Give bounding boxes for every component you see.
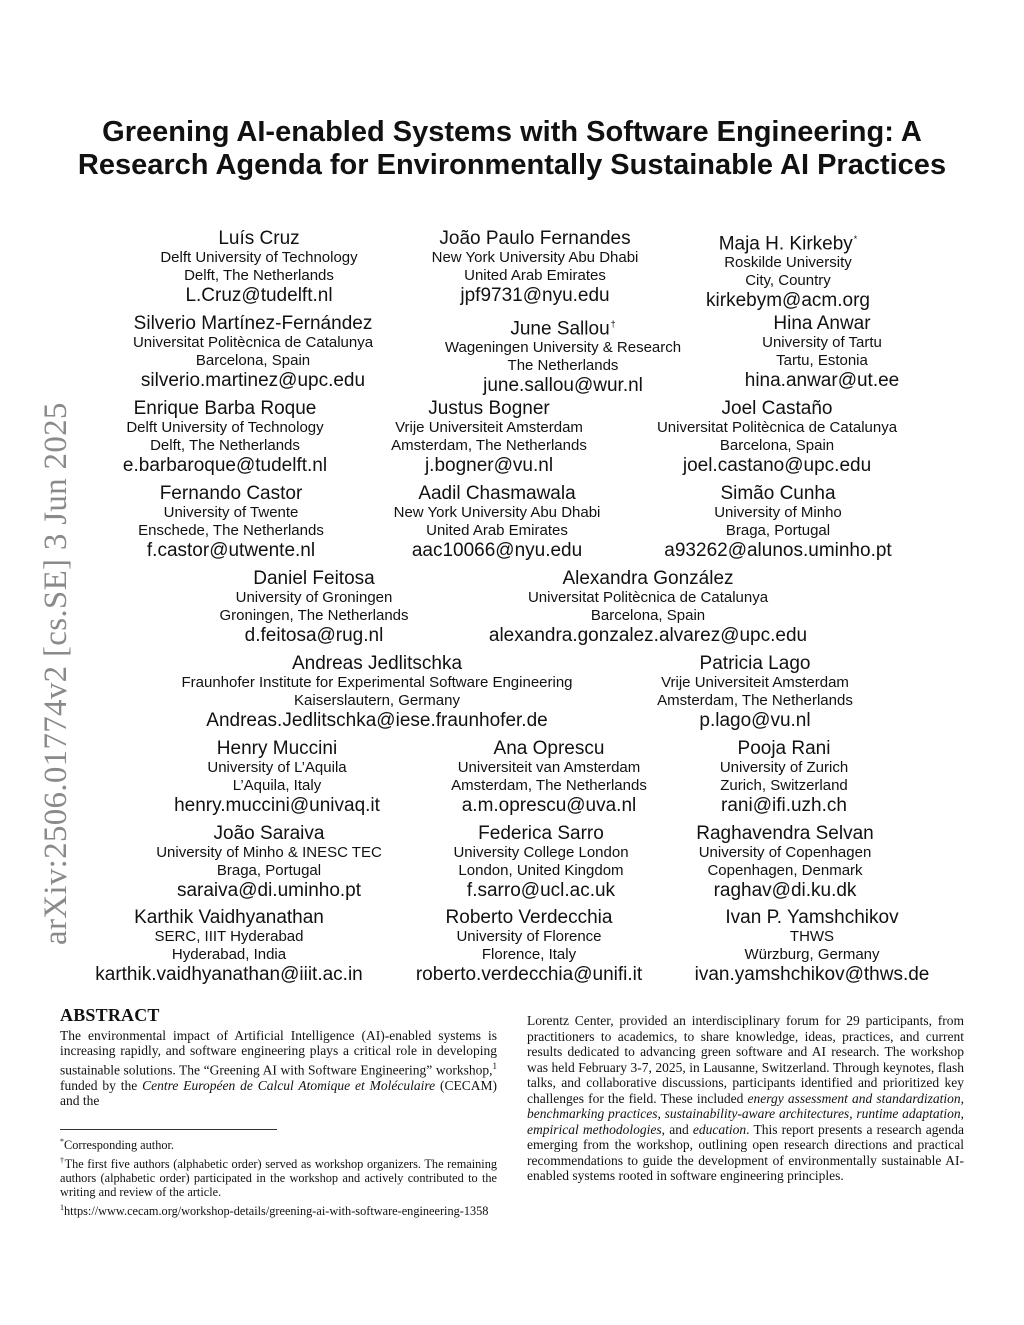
abstract-text: Lorentz Center, provided an interdisciplinary forum for 29 participants, from practitioners to academics, to share knowledge, ideas, practices, and current results dedicated to advancing green software and AI research. The workshop was held February 3-7, 2025, in Lausanne, Switzerland. Through keynotes, flash talks, and collaborative discussions, participants identified and prioritized key challenges for the field. These included: [527, 1013, 964, 1106]
author-affiliation: Enschede, The Netherlands: [138, 522, 324, 539]
author-name: [181, 654, 572, 674]
author-name-text: Raghavendra Selvan: [696, 823, 874, 844]
author-affiliation: Delft University of Technology: [126, 419, 324, 436]
author-affiliation: University of Minho: [714, 504, 842, 521]
abstract-right-column: [527, 1013, 964, 1184]
author-name: [451, 739, 647, 759]
author-name-text: Andreas Jedlitschka: [291, 653, 463, 674]
abstract-heading: ABSTRACT: [60, 1005, 160, 1025]
author-affiliation: Vrije Universiteit Amsterdam: [661, 674, 849, 691]
footnote-mark: 1: [60, 1203, 64, 1213]
footnote-text: The first five authors (alphabetic order) served as workshop organizers. The remaining authors (alphabetic order) participated in the workshop and actively contributed to the writing and review of the article.: [60, 1157, 498, 1200]
abstract-text-italic: Centre Européen de Calcul Atomique et Moléculaire: [142, 1077, 436, 1093]
author-block: [451, 739, 647, 816]
author-affiliation: Groningen, The Netherlands: [219, 607, 409, 624]
author-block: [696, 824, 873, 901]
author-affiliation: SERC, IIIT Hyderabad: [154, 928, 304, 945]
author-block: [445, 314, 681, 396]
author-block: [133, 314, 373, 391]
challenge-italic: benchmarking practices: [527, 1106, 658, 1121]
author-name: [657, 654, 853, 674]
author-affiliation: United Arab Emirates: [464, 267, 606, 284]
author-affiliation: Amsterdam, The Netherlands: [451, 777, 647, 794]
author-block: [95, 908, 362, 985]
author-affiliation: Delft, The Netherlands: [184, 267, 334, 284]
author-affiliation: Copenhagen, Denmark: [707, 862, 863, 879]
author-affiliation: Barcelona, Spain: [590, 607, 706, 624]
author-block: [657, 399, 897, 476]
author-affiliation: Universiteit van Amsterdam: [457, 759, 641, 776]
title-line-1: Greening AI-enabled Systems with Software Engineering: A: [102, 116, 922, 148]
author-affiliation: The Netherlands: [507, 357, 619, 375]
author-affiliation: New York University Abu Dhabi: [393, 504, 601, 521]
author-block: [181, 654, 572, 731]
author-email[interactable]: f.sarro@ucl.ac.uk: [466, 880, 616, 901]
author-block: [416, 908, 642, 985]
author-name: [133, 314, 373, 334]
separator: , and: [661, 1121, 693, 1137]
author-email[interactable]: f.castor@utwente.nl: [146, 540, 316, 561]
author-affiliation: Zurich, Switzerland: [720, 777, 848, 794]
author-name: [394, 484, 601, 504]
author-block: [745, 314, 900, 391]
author-name: [720, 739, 848, 759]
author-affiliation: University of Twente: [163, 504, 299, 521]
author-name: [664, 484, 891, 504]
author-name-text: Silverio Martínez-Fernández: [133, 313, 373, 334]
author-name-text: Simão Cunha: [720, 483, 836, 504]
author-email[interactable]: kirkebym@acm.org: [706, 290, 870, 312]
author-email[interactable]: saraiva@di.uminho.pt: [176, 880, 362, 901]
author-name-text: Roberto Verdecchia: [445, 907, 613, 928]
author-affiliation: Kaiserslautern, Germany: [294, 692, 460, 709]
author-block: [394, 484, 601, 561]
footnote-mark: *: [60, 1137, 64, 1146]
author-email[interactable]: Andreas.Jedlitschka@iese.fraunhofer.de: [206, 710, 548, 731]
author-email[interactable]: henry.muccini@univaq.it: [174, 795, 380, 816]
author-affiliation: Fraunhofer Institute for Experimental Software Engineering: [181, 674, 573, 691]
separator: ,: [657, 1106, 665, 1121]
author-block: [156, 824, 382, 901]
author-name: [416, 908, 642, 928]
challenge-italic: energy assessment and standardization: [747, 1090, 961, 1106]
author-affiliation: L’Aquila, Italy: [232, 777, 322, 794]
author-affiliation: City, Country: [745, 272, 831, 290]
author-email[interactable]: a.m.oprescu@uva.nl: [461, 795, 637, 816]
author-name-text: Luís Cruz: [218, 228, 300, 249]
footnote-rule: [60, 1129, 277, 1130]
author-affiliation: Delft University of Technology: [160, 249, 358, 266]
author-email[interactable]: d.feitosa@rug.nl: [244, 625, 384, 646]
author-name: [95, 908, 362, 928]
author-email[interactable]: raghav@di.ku.dk: [713, 880, 857, 901]
author-email[interactable]: hina.anwar@ut.ee: [744, 370, 900, 391]
author-block: [695, 908, 930, 985]
author-email[interactable]: joel.castano@upc.edu: [682, 455, 872, 476]
author-affiliation: Universitat Politècnica de Catalunya: [132, 334, 374, 351]
author-name-text: Maja H. Kirkeby: [718, 233, 853, 255]
author-block: [657, 654, 853, 731]
author-email[interactable]: a93262@alunos.uminho.pt: [664, 540, 892, 561]
author-name: [489, 569, 807, 589]
author-affiliation: Braga, Portugal: [725, 522, 831, 539]
author-name: [695, 908, 930, 928]
author-name-text: June Sallou: [510, 318, 610, 340]
author-name-text: Henry Muccini: [216, 738, 338, 759]
author-name: [160, 229, 357, 249]
author-affiliation: United Arab Emirates: [426, 522, 568, 539]
arxiv-stamp: arXiv:2506.01774v2 [cs.SE] 3 Jun 2025: [38, 402, 74, 945]
author-email[interactable]: alexandra.gonzalez.alvarez@upc.edu: [488, 625, 808, 646]
author-affiliation: Delft, The Netherlands: [150, 437, 300, 454]
author-name-text: Karthik Vaidhyanathan: [134, 907, 324, 928]
author-block: [391, 399, 587, 476]
author-name-text: Patricia Lago: [699, 653, 811, 674]
author-name-text: Fernando Castor: [159, 483, 303, 504]
author-name: [453, 824, 628, 844]
author-name-text: Daniel Feitosa: [253, 568, 375, 589]
footnotes: [60, 1135, 497, 1220]
author-affiliation: University of L’Aquila: [207, 759, 347, 776]
challenge-italic: runtime adaptation: [856, 1106, 961, 1121]
author-block: [138, 484, 324, 561]
footnote: [60, 1201, 497, 1218]
footnote: [60, 1135, 497, 1152]
author-name-text: Ana Oprescu: [493, 738, 605, 759]
author-affiliation: University of Groningen: [235, 589, 393, 606]
author-affiliation: Hyderabad, India: [171, 946, 287, 963]
author-affiliation: Barcelona, Spain: [719, 437, 835, 454]
author-name-text: Ivan P. Yamshchikov: [725, 907, 899, 928]
author-name-text: Enrique Barba Roque: [133, 398, 317, 419]
footnote-ref: 1: [492, 1060, 497, 1071]
author-email[interactable]: roberto.verdecchia@unifi.it: [415, 964, 643, 985]
author-block: [489, 569, 807, 646]
author-block: [664, 484, 891, 561]
author-name: [432, 229, 639, 249]
author-affiliation: University of Copenhagen: [698, 844, 872, 861]
footnote: [60, 1154, 497, 1199]
author-block: [123, 399, 327, 476]
author-affiliation: Universitat Politècnica de Catalunya: [527, 589, 769, 606]
challenge-italic: sustainability-aware architectures: [664, 1106, 850, 1121]
author-affiliation: University of Zurich: [719, 759, 849, 776]
abstract-left-column: [60, 1005, 498, 1109]
author-email[interactable]: L.Cruz@tudelft.nl: [185, 285, 333, 306]
footnote-link[interactable]: https://www.cecam.org/workshop-details/greening-ai-with-software-engineering-1358: [64, 1204, 489, 1219]
abstract-text: funded by the: [60, 1077, 143, 1093]
separator: ,: [960, 1090, 964, 1106]
author-block: [432, 229, 639, 306]
abstract-text: . This report presents a research agenda emerging from the workshop, outlining open research directions and practical recommendations to guide the development of environmentally sustainable AI-enabled systems rooted in software engineering principles.: [527, 1121, 964, 1183]
author-affiliation: Barcelona, Spain: [195, 352, 311, 369]
author-name: [174, 739, 380, 759]
abstract-paragraph: [60, 1028, 497, 1109]
author-affiliation: University of Florence: [456, 928, 602, 945]
author-block: [453, 824, 628, 901]
author-affiliation: Amsterdam, The Netherlands: [391, 437, 587, 454]
author-affiliation: Würzburg, Germany: [744, 946, 880, 963]
author-name: [696, 824, 873, 844]
author-affiliation: Universitat Politècnica de Catalunya: [656, 419, 898, 436]
author-name-text: Joel Castaño: [721, 398, 833, 419]
author-mark: †: [610, 319, 616, 329]
author-email[interactable]: silverio.martinez@upc.edu: [140, 370, 366, 391]
author-affiliation: Vrije Universiteit Amsterdam: [395, 419, 583, 436]
footnote-text: Corresponding author.: [64, 1138, 174, 1153]
challenge-italic: education: [692, 1121, 747, 1137]
author-email[interactable]: karthik.vaidhyanathan@iiit.ac.in: [95, 964, 363, 985]
author-affiliation: Roskilde University: [724, 254, 852, 272]
separator: ,: [849, 1106, 857, 1121]
author-name: [156, 824, 382, 844]
author-email[interactable]: june.sallou@wur.nl: [483, 375, 643, 397]
author-name-text: Aadil Chasmawala: [418, 483, 576, 504]
abstract-text: The environmental impact of Artificial Intelligence (AI)-enabled systems is increasing rapidly, and software engineering plays a critical role in developing sustainable solutions. The “Greening AI with Software Engineering” workshop,: [60, 1027, 497, 1077]
title-line-2: Research Agenda for Environmentally Sustainable AI Practices: [77, 149, 947, 181]
author-name: [123, 399, 327, 419]
author-name: [138, 484, 324, 504]
author-name-text: Pooja Rani: [737, 738, 831, 759]
author-name-text: Justus Bogner: [428, 398, 550, 419]
author-name: [657, 399, 897, 419]
footnote-mark: †: [60, 1156, 65, 1166]
author-email[interactable]: j.bogner@vu.nl: [424, 455, 554, 476]
author-affiliation: Braga, Portugal: [216, 862, 322, 879]
abstract-text: (CECAM) and the: [60, 1077, 498, 1108]
author-name: [445, 314, 681, 339]
author-name-text: João Paulo Fernandes: [439, 228, 631, 249]
author-name: [745, 314, 900, 334]
paper-title: [40, 116, 984, 182]
author-block: [219, 569, 408, 646]
author-affiliation: THWS: [789, 928, 835, 945]
author-name: [706, 229, 870, 254]
author-name-text: Hina Anwar: [773, 313, 871, 334]
author-name: [391, 399, 587, 419]
author-block: [720, 739, 848, 816]
author-email[interactable]: rani@ifi.uzh.ch: [721, 795, 847, 816]
author-name-text: Federica Sarro: [478, 823, 604, 844]
author-affiliation: Amsterdam, The Netherlands: [657, 692, 853, 709]
author-block: [160, 229, 357, 306]
author-block: [174, 739, 380, 816]
author-email[interactable]: p.lago@vu.nl: [699, 710, 811, 731]
author-email[interactable]: aac10066@nyu.edu: [411, 540, 583, 561]
author-affiliation: University of Tartu: [762, 334, 882, 351]
author-email[interactable]: ivan.yamshchikov@thws.de: [694, 964, 930, 985]
author-mark: *: [853, 234, 858, 244]
author-name: [219, 569, 408, 589]
author-affiliation: University of Minho & INESC TEC: [156, 844, 382, 861]
author-block: [706, 229, 870, 311]
challenge-italic: empirical methodologies: [527, 1121, 662, 1137]
author-email[interactable]: jpf9731@nyu.edu: [460, 285, 610, 306]
separator: ,: [960, 1106, 965, 1121]
author-name-text: Alexandra González: [562, 568, 734, 589]
author-affiliation: Florence, Italy: [481, 946, 577, 963]
author-affiliation: London, United Kingdom: [458, 862, 624, 879]
author-affiliation: New York University Abu Dhabi: [431, 249, 639, 266]
author-email[interactable]: e.barbaroque@tudelft.nl: [122, 455, 328, 476]
author-affiliation: Tartu, Estonia: [776, 352, 868, 369]
author-affiliation: University College London: [453, 844, 629, 861]
author-name-text: João Saraiva: [213, 823, 325, 844]
author-affiliation: Wageningen University & Research: [444, 339, 682, 357]
